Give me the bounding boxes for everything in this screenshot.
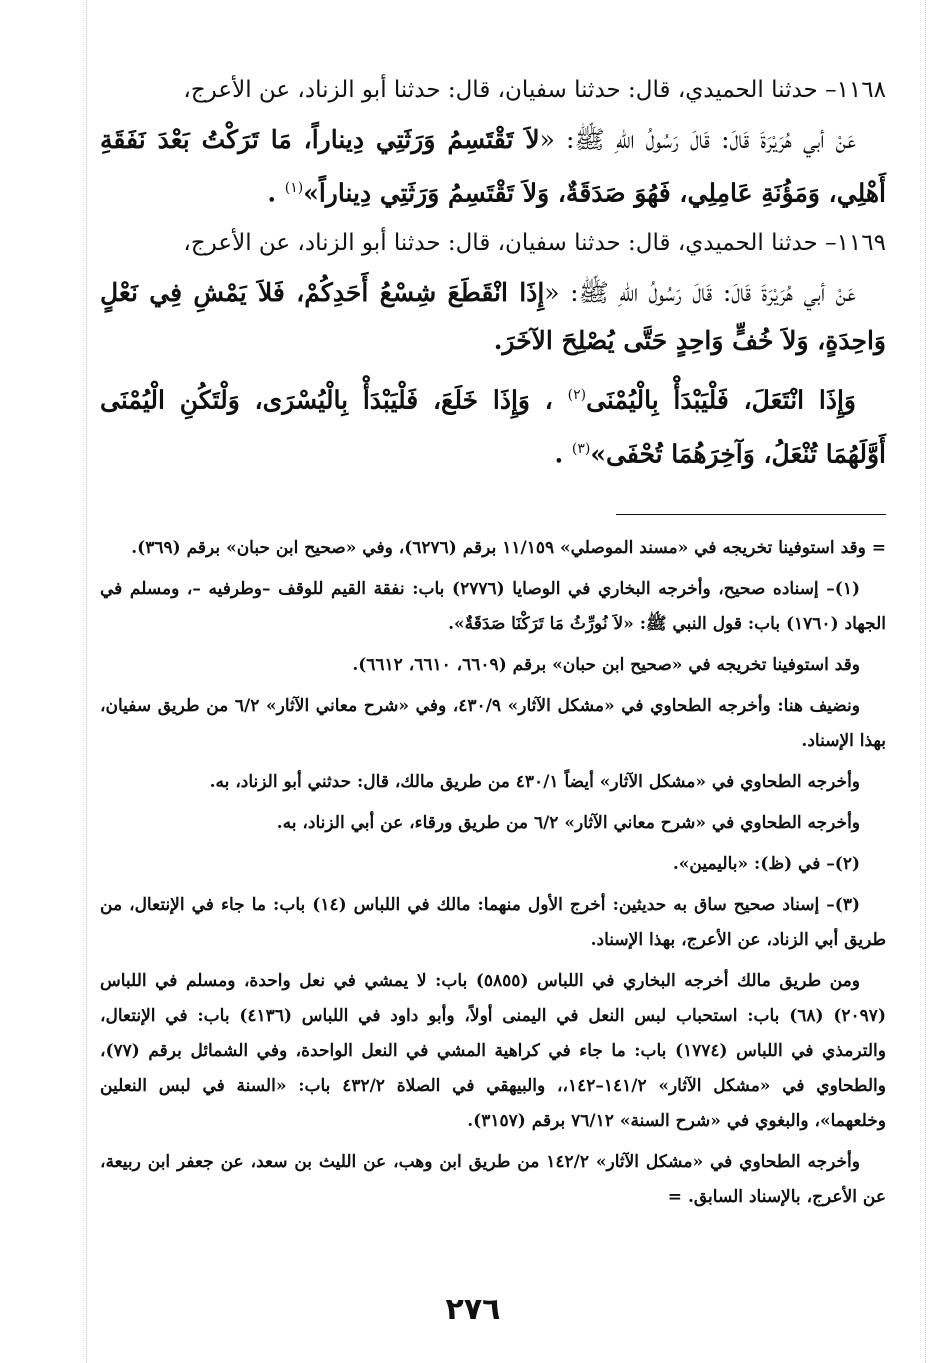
page-body [100, 70, 886, 1221]
footnote: وقد استوفينا تخريجه في «صحيح ابن حبان» برقم (٦٦٠٩، ٦٦١٠، ٦٦١٢). [352, 654, 860, 675]
hadith-1169 [100, 223, 886, 478]
footnote: وأخرجه الطحاوي في «شرح معاني الآثار» ٦/٢ من طريق ورقاء، عن أبي الزناد، به. [276, 812, 860, 833]
matn-end: . [267, 178, 285, 208]
matn-text: وَإِذَا انْتَعَلَ، فَلْيَبْدَأْ بِالْيُمْنَى [586, 385, 856, 415]
hadith-isnad: ١١٦٩– حدثنا الحميدي، قال: حدثنا سفيان، قال: حدثنا أبو الزناد، عن الأعرج، [183, 230, 886, 257]
footnote: (٢)– في (ظ): «باليمين». [672, 853, 860, 874]
footnote-ref[interactable]: (١) [284, 180, 304, 196]
hadith-matn-continued [100, 371, 886, 478]
matn-intro: عَنْ أبي هُرَيْرَةَ قَالَ: قَالَ رَسُولُ اللهِ ﷺ: « [544, 278, 856, 308]
page-number: ٢٧٦ [445, 1292, 501, 1327]
matn-text: لاَ تَقْتَسِمُ وَرَثَتِي دِيناراً، مَا تَرَكْتُ بَعْدَ نَفَقَةِ أَهْلِي، وَمَؤُنَةِ عَامِلِي، فَهُوَ صَدَقَةٌ، وَلاَ تَقْتَسِمُ وَرَثَتِي دِيناراً» [100, 125, 886, 208]
footnote: وأخرجه الطحاوي في «مشكل الآثار» ١٤٢/٢ من طريق ابن وهب، عن الليث بن سعد، عن جعفر ابن ربيعة، عن الأعرج، بالإسناد السابق. = [100, 1151, 886, 1207]
hadith-isnad: ١١٦٨– حدثنا الحميدي، قال: حدثنا سفيان، قال: حدثنا أبو الزناد، عن الأعرج، [183, 77, 886, 103]
matn-text: إِذَا انْقَطَعَ شِسْعُ أَحَدِكُمْ، فَلاَ يَمْشِ فِي نَعْلٍ وَاحِدَةٍ، وَلاَ خُفٍّ وَاحِدٍ حَتَّى يُصْلِحَ الآخَرَ. [100, 278, 886, 356]
matn-intro: عَنْ أبي هُرَيْرَةَ قَالَ: قَالَ رَسُولُ اللهِ ﷺ: « [539, 125, 856, 154]
footnote: (٣)– إسناد صحيح ساق به حديثين: أخرج الأول منهما: مالك في اللباس (١٤) باب: ما جاء في الإنتعال، من طريق أبي الزناد، عن الأعرج، بهذا الإسناد. [100, 894, 886, 950]
left-margin-dotted-line [86, 0, 87, 1363]
footnote-ref[interactable]: (٢) [567, 387, 587, 404]
footnote: ونضيف هنا: وأخرجه الطحاوي في «مشكل الآثار» ٤٣٠/٩، وفي «شرح معاني الآثار» ٦/٢ من طريق سفيان، بهذا الإسناد. [100, 695, 886, 751]
footnote: = وقد استوفينا تخريجه في «مسند الموصلي» ١١/١٥٩ برقم (٦٢٧٦)، وفي «صحيح ابن حبان» برقم (٣٦٩). [131, 537, 886, 558]
footnote: وأخرجه الطحاوي في «مشكل الآثار» أيضاً ٤٣٠/١ من طريق مالك، قال: حدثني أبو الزناد، به. [209, 771, 860, 792]
footnote: (١)– إسناده صحيح، وأخرجه البخاري في الوصايا (٢٧٧٦) باب: نفقة القيم للوقف –وطرفيه –، ومسلم في الجهاد (١٧٦٠) باب: قول النبي ﷺ: «لاَ نُورِّثُ مَا تَرَكْنَا صَدَقَةٌ». [100, 578, 886, 634]
footnote: ومن طريق مالك أخرجه البخاري في اللباس (٥٨٥٥) باب: لا يمشي في نعل واحدة، ومسلم في اللباس (٢٠٩٧) (٦٨) باب: استحباب لبس النعل في اليمنى أولاً، وأبو داود في اللباس (٤١٣٦) باب: في الإنتعال، والترمذي في اللباس (١٧٧٤) باب: ما جاء في كراهية المشي في النعل الواحدة، وفي الشمائل برقم (٧٧)، والطحاوي في «مشكل الآثار» ١٤١/٢–١٤٢،، والبيهقي في الصلاة ٤٣٢/٢ باب: «السنة في لبس النعلين وخلعهما»، والبغوي في «شرح السنة» ٧٦/١٢ برقم (٣١٥٧). [100, 970, 886, 1131]
hadith-1168 [100, 70, 886, 217]
footnote-ref[interactable]: (٣) [571, 440, 591, 457]
footnote-divider [616, 514, 886, 515]
right-margin-dotted-line [925, 0, 926, 1363]
footnotes [100, 531, 886, 1215]
hadith-matn [100, 116, 886, 217]
matn-end: . [554, 438, 572, 468]
hadith-matn [100, 269, 886, 365]
matn-text: ، وَإِذَا خَلَعَ، فَلْيَبْدَأْ بِالْيُسْرَى، وَلْتَكُنِ الْيُمْنَى أَوَّلَهُمَا تُنْعَلُ، وَآخِرَهُمَا تُحْفَى» [100, 385, 886, 468]
